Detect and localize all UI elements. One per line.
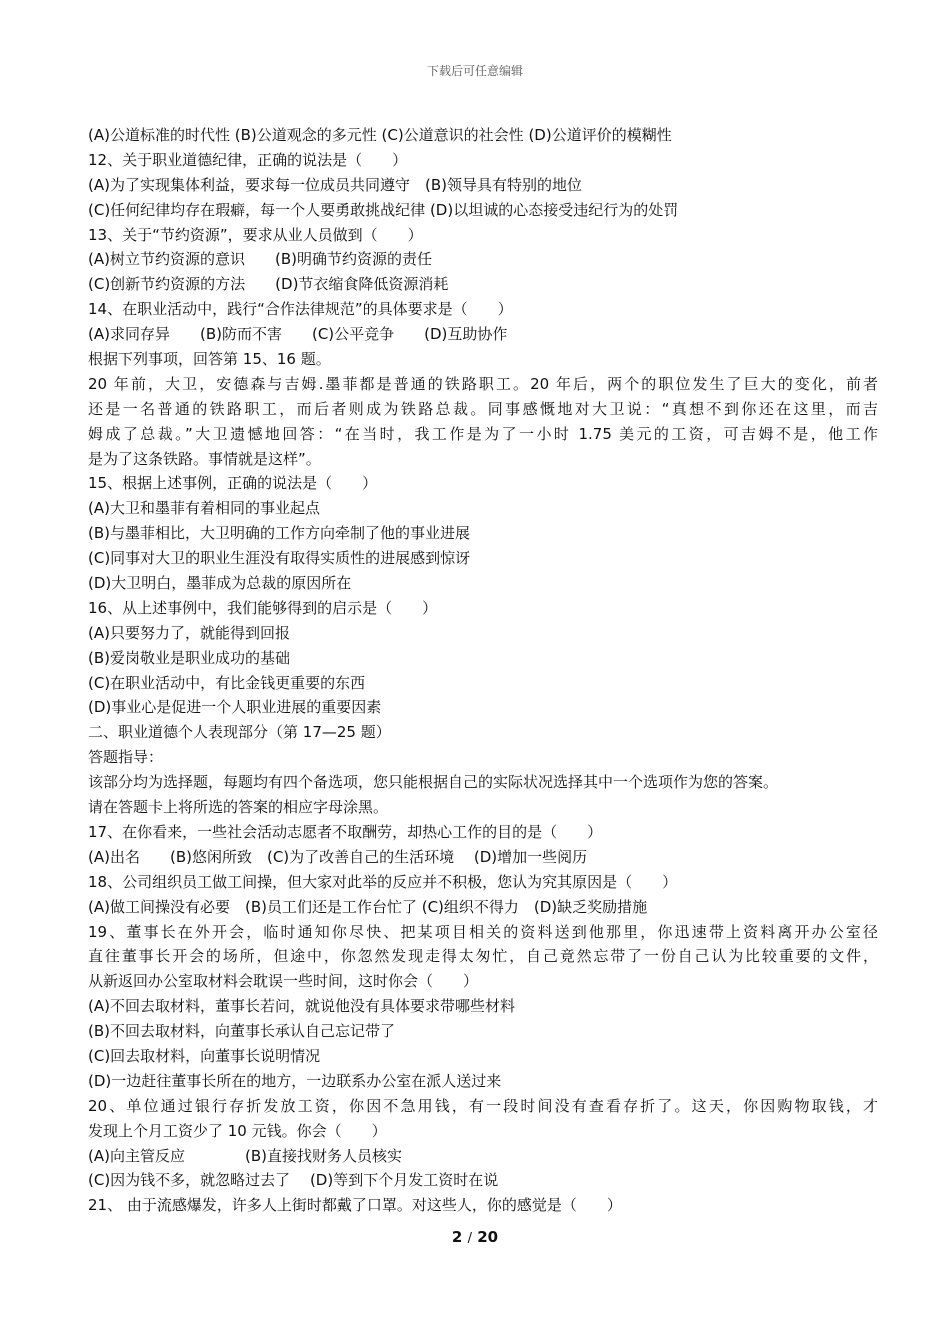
text-line: (A)为了实现集体利益，要求每一位成员共同遵守 (B)领导具有特别的地位 [88, 175, 582, 194]
text-line: 请在答题卡上将所选的答案的相应字母涂黑。 [88, 798, 389, 817]
text-line: (A)公道标准的时代性 (B)公道观念的多元性 (C)公道意识的社会性 (D)公道评价的模糊性 [88, 126, 672, 144]
text-line: 从新返回办公室取材料会耽误一些时间，这时你会（ ） [88, 972, 479, 991]
current-page-number: 2 [451, 1228, 463, 1246]
text-line: 12、关于职业道德纪律，正确的说法是（ ） [88, 150, 408, 169]
page-number [0, 1228, 950, 1246]
text-line: (A)出名 (B)悠闲所致 (C)为了改善自己的生活环境 (D)增加一些阅历 [88, 847, 588, 866]
text-line: 15、根据上述事例，正确的说法是（ ） [88, 474, 378, 493]
text-line: 16、从上述事例中，我们能够得到的启示是（ ） [88, 598, 438, 617]
text-line: (B)与墨菲相比，大卫明确的工作方向牵制了他的事业进展 [88, 524, 470, 543]
text-line: 姆成了总裁。”大卫遗憾地回答：“在当时，我工作是为了一小时 1.75 美元的工资，可吉姆不是，他工作 [88, 424, 878, 443]
text-line: 20、单位通过银行存折发放工资，你因不急用钱，有一段时间没有查看存折了。这天，你因购物取钱，才 [88, 1096, 878, 1115]
text-line: 是为了这条铁路。事情就是这样”。 [88, 449, 321, 468]
total-page-count: 20 [477, 1228, 499, 1246]
text-line: (C)回去取材料，向董事长说明情况 [88, 1046, 321, 1065]
text-line: 二、职业道德个人表现部分（第 17—25 题） [88, 723, 391, 742]
text-line: (D)事业心是促进一个人职业进展的重要因素 [88, 698, 382, 717]
text-line: (C)因为钱不多，就忽略过去了 (D)等到下个月发工资时在说 [88, 1171, 499, 1190]
text-line: 20 年前，大卫，安德森与吉姆.墨菲都是普通的铁路职工。20 年后，两个的职位发生了巨大的变化，前者 [88, 374, 878, 393]
text-line: (C)在职业活动中，有比金钱更重要的东西 [88, 673, 366, 692]
text-line: (A)向主管反应 (B)直接找财务人员核实 [88, 1146, 402, 1165]
text-line: (C)创新节约资源的方法 (D)节衣缩食降低资源消耗 [88, 275, 449, 294]
page-separator: / [467, 1231, 472, 1246]
text-line: (A)大卫和墨菲有着相同的事业起点 [88, 499, 320, 518]
text-line: (A)不回去取材料，董事长若问，就说他没有具体要求带哪些材料 [88, 997, 515, 1016]
text-line: 直往董事长开会的场所，但途中，你忽然发现走得太匆忙，自己竟然忘带了一份自己认为比较重要的文件， [88, 947, 878, 966]
text-line: (A)做工间操没有必要 (B)员工们还是工作台忙了 (C)组织不得力 (D)缺乏奖励措施 [88, 897, 648, 916]
text-line: 13、关于“节约资源”，要求从业人员做到（ ） [88, 225, 423, 244]
text-line: 答题指导： [88, 748, 164, 767]
text-line: 21、 由于流感爆发，许多人上街时都戴了口罩。对这些人，你的感觉是（ ） [88, 1196, 622, 1215]
text-line: (D)一边赶往董事长所在的地方，一边联系办公室在派人送过来 [88, 1071, 502, 1090]
text-line: 根据下列事项，回答第 15、16 题。 [88, 350, 331, 369]
text-line: 发现上个月工资少了 10 元钱。你会（ ） [88, 1121, 387, 1140]
text-line: 还是一名普通的铁路职工，而后者则成为铁路总裁。同事感慨地对大卫说：“真想不到你还在这里，而吉 [88, 399, 878, 418]
text-line: 18、公司组织员工做工间操，但大家对此举的反应并不积极，您认为究其原因是（ ） [88, 872, 678, 891]
text-line: 17、在你看来，一些社会活动志愿者不取酬劳，却热心工作的目的是（ ） [88, 822, 603, 841]
text-line: (A)树立节约资源的意识 (B)明确节约资源的责任 [88, 250, 432, 269]
text-line: (B)不回去取材料，向董事长承认自己忘记带了 [88, 1022, 395, 1041]
text-line: (D)大卫明白，墨菲成为总裁的原因所在 [88, 574, 352, 593]
text-line: 19、董事长在外开会，临时通知你尽快、把某项目相关的资料送到他那里，你迅速带上资料离开办公室径 [88, 922, 878, 941]
text-line: (C)任何纪律均存在瑕癖，每一个人要勇敢挑战纪律 (D)以坦诚的心态接受违纪行为的处罚 [88, 200, 679, 219]
text-line: (A)求同存异 (B)防而不害 (C)公平竞争 (D)互助协作 [88, 325, 508, 344]
text-line: 该部分均为选择题，每题均有四个备选项，您只能根据自己的实际状况选择其中一个选项作为您的答案。 [88, 773, 779, 792]
text-line: (C)同事对大卫的职业生涯没有取得实质性的进展感到惊讶 [88, 549, 471, 568]
text-line: (B)爱岗敬业是职业成功的基础 [88, 648, 290, 667]
text-line: 14、在职业活动中，践行“合作法律规范”的具体要求是（ ） [88, 300, 513, 319]
document-body [88, 123, 878, 1218]
page-header-note: 下载后可任意编辑 [426, 64, 523, 78]
text-line: (A)只要努力了，就能得到回报 [88, 623, 290, 642]
